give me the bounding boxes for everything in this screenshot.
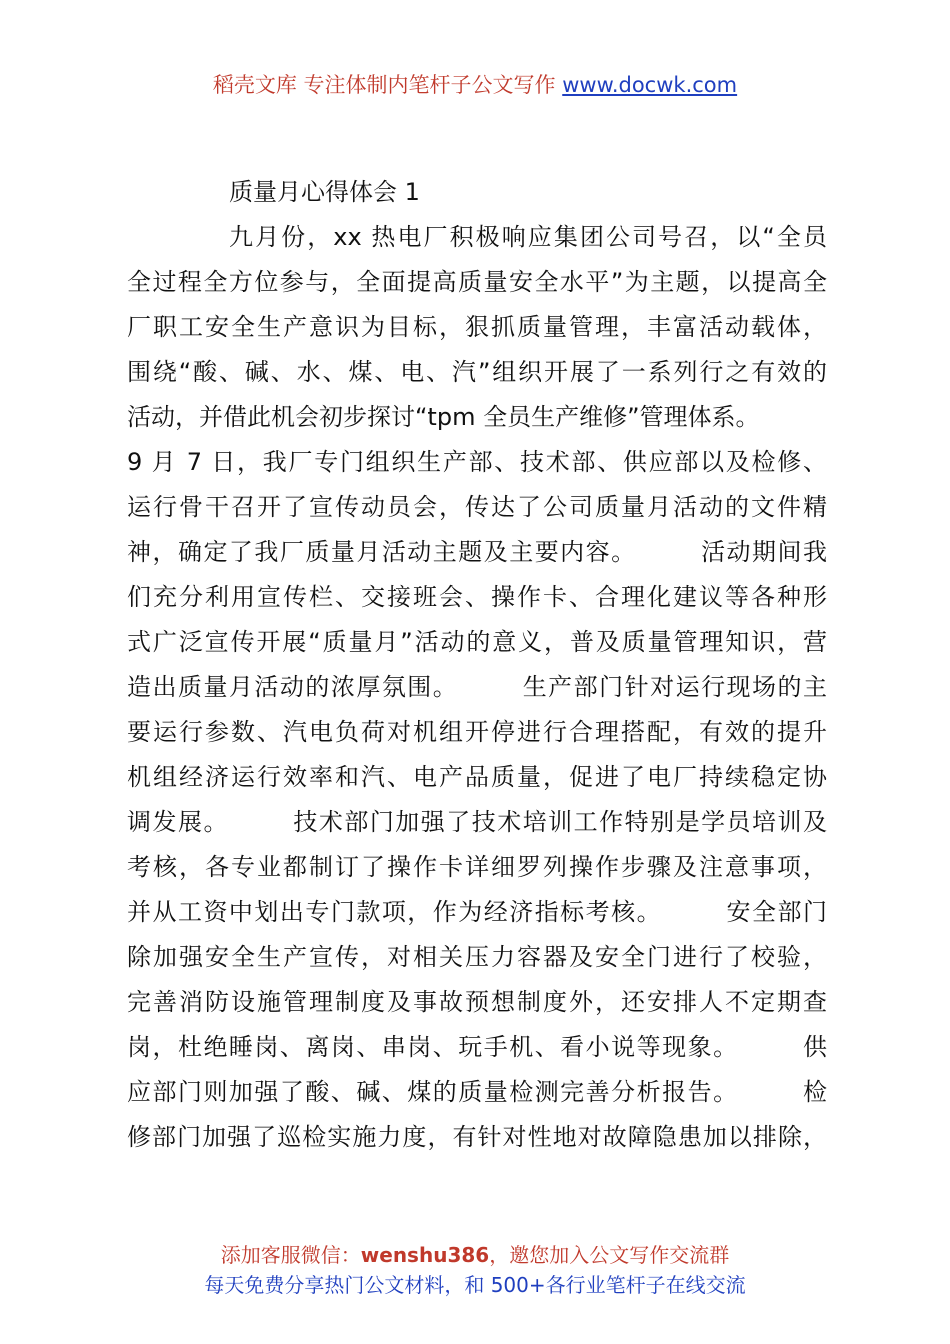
paragraph-line: 岗，杜绝睡岗、离岗、串岗、玩手机、看小说等现象。 供 <box>127 1033 827 1061</box>
paragraph-line: 机组经济运行效率和汽、电产品质量，促进了电厂持续稳定协 <box>127 763 827 791</box>
page-header <box>0 70 950 100</box>
paragraph-line: 神，确定了我厂质量月活动主题及主要内容。 活动期间我 <box>127 538 827 566</box>
footer-wechat-prefix: 添加客服微信： <box>220 1243 361 1267</box>
paragraph-line: 并从工资中划出专门款项，作为经济指标考核。 安全部门 <box>127 898 827 926</box>
page-footer <box>0 1240 950 1300</box>
paragraph-line: 全过程全方位参与，全面提高质量安全水平”为主题，以提高全 <box>127 268 827 296</box>
footer-promo-line-1 <box>0 1240 950 1270</box>
footer-wechat-suffix: ，邀您加入公文写作交流群 <box>489 1243 730 1267</box>
paragraph-line: 活动，并借此机会初步探讨“tpm 全员生产维修”管理体系。 <box>127 403 760 431</box>
paragraph-line: 运行骨干召开了宣传动员会，传达了公司质量月活动的文件精 <box>127 493 827 521</box>
footer-wechat-id: wenshu386 <box>360 1243 490 1267</box>
paragraph-line: 式广泛宣传开展“质量月”活动的意义，普及质量管理知识，营 <box>127 628 827 656</box>
header-brand-text: 稻壳文库 专注体制内笔杆子公文写作 <box>212 73 563 97</box>
paragraph-line: 九月份，xx 热电厂积极响应集团公司号召，以“全员 <box>229 223 827 251</box>
paragraph-line: 要运行参数、汽电负荷对机组开停进行合理搭配，有效的提升 <box>127 718 827 746</box>
paragraph-line: 围绕“酸、碱、水、煤、电、汽”组织开展了一系列行之有效的 <box>127 358 827 386</box>
paragraph-line: 考核，各专业都制订了操作卡详细罗列操作步骤及注意事项， <box>127 853 827 881</box>
paragraph-line: 除加强安全生产宣传，对相关压力容器及安全门进行了校验， <box>127 943 827 971</box>
paragraph-line: 完善消防设施管理制度及事故预想制度外，还安排人不定期查 <box>127 988 827 1016</box>
document-title: 质量月心得体会 1 <box>229 178 420 206</box>
paragraph-line: 修部门加强了巡检实施力度，有针对性地对故障隐患加以排除， <box>127 1123 827 1151</box>
header-site-link[interactable]: www.docwk.com <box>562 73 738 97</box>
paragraph-line: 造出质量月活动的浓厚氛围。 生产部门针对运行现场的主 <box>127 673 827 701</box>
paragraph-line: 们充分利用宣传栏、交接班会、操作卡、合理化建议等各种形 <box>127 583 827 611</box>
document-body <box>127 170 827 1160</box>
paragraph-line: 厂职工安全生产意识为目标，狠抓质量管理，丰富活动载体， <box>127 313 827 341</box>
paragraph-line: 调发展。 技术部门加强了技术培训工作特别是学员培训及 <box>127 808 827 836</box>
footer-promo-line-2: 每天免费分享热门公文材料，和 500+各行业笔杆子在线交流 <box>204 1273 746 1297</box>
paragraph-line: 9 月 7 日，我厂专门组织生产部、技术部、供应部以及检修、 <box>127 448 827 476</box>
paragraph-line: 应部门则加强了酸、碱、煤的质量检测完善分析报告。 检 <box>127 1078 827 1106</box>
